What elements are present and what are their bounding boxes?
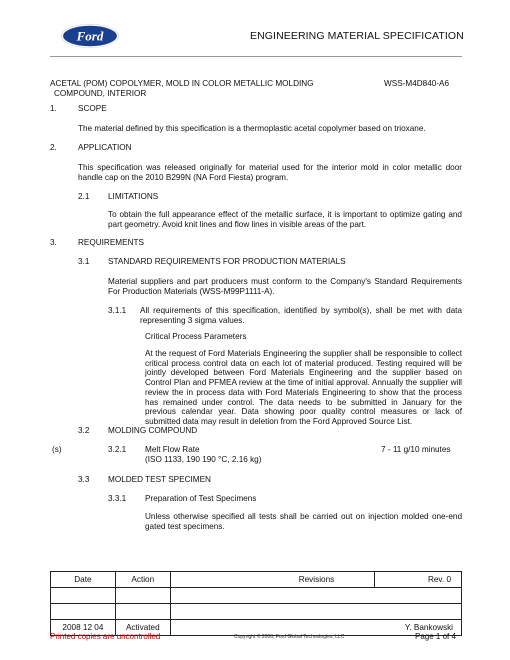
spec-number: WSS-M4D840-A6 bbox=[384, 79, 450, 88]
uncontrolled-copy-notice: Printed copies are uncontrolled bbox=[50, 632, 161, 641]
copyright-notice: Copyright © 2008, Ford Global Technologies, LLC bbox=[234, 634, 345, 640]
standard-requirements-text: Material suppliers and part producers must conform to the Company's Standard Requirements For Production Materials (WSS-M99P1111-A). bbox=[108, 277, 462, 296]
subsection-number: 2.1 bbox=[78, 192, 90, 201]
header-divider bbox=[50, 56, 462, 57]
sigma-requirement-text: All requirements of this specification, identified by symbol(s), shall be met with data representing 3 sigma values. bbox=[140, 306, 462, 325]
revision-author: Y. Bankowski bbox=[170, 620, 461, 636]
limitations-text: To obtain the full appearance effect of the metallic surface, it is important to optimize gating and part geometry. Avoid knit lines and flow lines in visible areas of the part. bbox=[108, 210, 462, 229]
ford-logo bbox=[60, 23, 120, 49]
subsection-title-molding-compound: MOLDING COMPOUND bbox=[108, 426, 198, 435]
preparation-test-specimens-text: Unless otherwise specified all tests shall be carried out on injection molded one-end gated test specimens. bbox=[145, 512, 462, 531]
svg-text:Ford: Ford bbox=[76, 28, 104, 44]
table-cell bbox=[170, 588, 461, 604]
section-title-scope: SCOPE bbox=[78, 104, 107, 113]
preparation-test-specimens-title: Preparation of Test Specimens bbox=[145, 494, 257, 503]
critical-process-parameters-text: At the request of Ford Materials Engineering the supplier shall be responsible to collect critical process control data on each lot of material produced. Testing required will be jointly developed between Ford Materials Engineering and the supplier based on Control Plan and PFMEA review at the time of initial approval. Annually the supplier will review the in process data with Ford Materials Engineering to show that the process has remained under control. The data needs to be submitted in January for the previous calendar year. Data showing poor quality control measures or lack of submitted data may result in deletion from the Ford Approved Source List. bbox=[145, 349, 462, 426]
material-name-line1: ACETAL (POM) COPOLYMER, MOLD IN COLOR METALLIC MOLDING bbox=[50, 79, 314, 88]
subsection-number: 3.2 bbox=[78, 426, 90, 435]
melt-flow-rate-title: Melt Flow Rate bbox=[145, 445, 200, 454]
subsection-number: 3.3.1 bbox=[108, 494, 127, 503]
column-header-rev: Rev. 0 bbox=[375, 572, 462, 588]
application-text: This specification was released originally for material used for the interior mold in color metallic door handle cap on the 2010 B299N (NA Ford Fiesta) program. bbox=[78, 163, 462, 182]
section-number: 2. bbox=[50, 143, 57, 152]
column-header-action: Action bbox=[115, 572, 170, 588]
subsection-number: 3.1.1 bbox=[108, 306, 127, 315]
subsection-title-standard-requirements: STANDARD REQUIREMENTS FOR PRODUCTION MATERIALS bbox=[108, 257, 346, 266]
table-cell bbox=[170, 604, 461, 620]
critical-process-parameters-title: Critical Process Parameters bbox=[145, 332, 247, 341]
table-cell bbox=[115, 604, 170, 620]
melt-flow-rate-value: 7 - 11 g/10 minutes bbox=[381, 445, 451, 454]
page-number: Page 1 of 4 bbox=[415, 632, 456, 641]
table-cell bbox=[51, 588, 116, 604]
subsection-number: 3.2.1 bbox=[108, 445, 127, 454]
subsection-title-limitations: LIMITATIONS bbox=[108, 192, 159, 201]
section-title-application: APPLICATION bbox=[78, 143, 132, 152]
revision-table bbox=[50, 571, 462, 636]
section-number: 3. bbox=[50, 238, 57, 247]
subsection-number: 3.1 bbox=[78, 257, 90, 266]
scope-text: The material defined by this specification is a thermoplastic acetal copolymer based on trioxane. bbox=[78, 124, 426, 133]
table-cell bbox=[51, 604, 116, 620]
table-header-row bbox=[51, 572, 462, 588]
material-name-line2: COMPOUND, INTERIOR bbox=[54, 89, 147, 98]
section-number: 1. bbox=[50, 104, 57, 113]
table-cell bbox=[115, 588, 170, 604]
table-row bbox=[51, 604, 462, 620]
table-row bbox=[51, 588, 462, 604]
subsection-number: 3.3 bbox=[78, 475, 90, 484]
melt-flow-rate-method: (ISO 1133, 190 190 °C, 2.16 kg) bbox=[145, 455, 262, 464]
spec-header-title: ENGINEERING MATERIAL SPECIFICATION bbox=[250, 30, 464, 42]
revision-action: Activated bbox=[115, 620, 170, 636]
subsection-title-molded-test-specimen: MOLDED TEST SPECIMEN bbox=[108, 475, 211, 484]
column-header-revisions: Revisions bbox=[170, 572, 374, 588]
revision-date: 2008 12 04 bbox=[51, 620, 116, 636]
section-title-requirements: REQUIREMENTS bbox=[78, 238, 144, 247]
column-header-date: Date bbox=[51, 572, 116, 588]
significant-symbol: (s) bbox=[52, 445, 62, 454]
